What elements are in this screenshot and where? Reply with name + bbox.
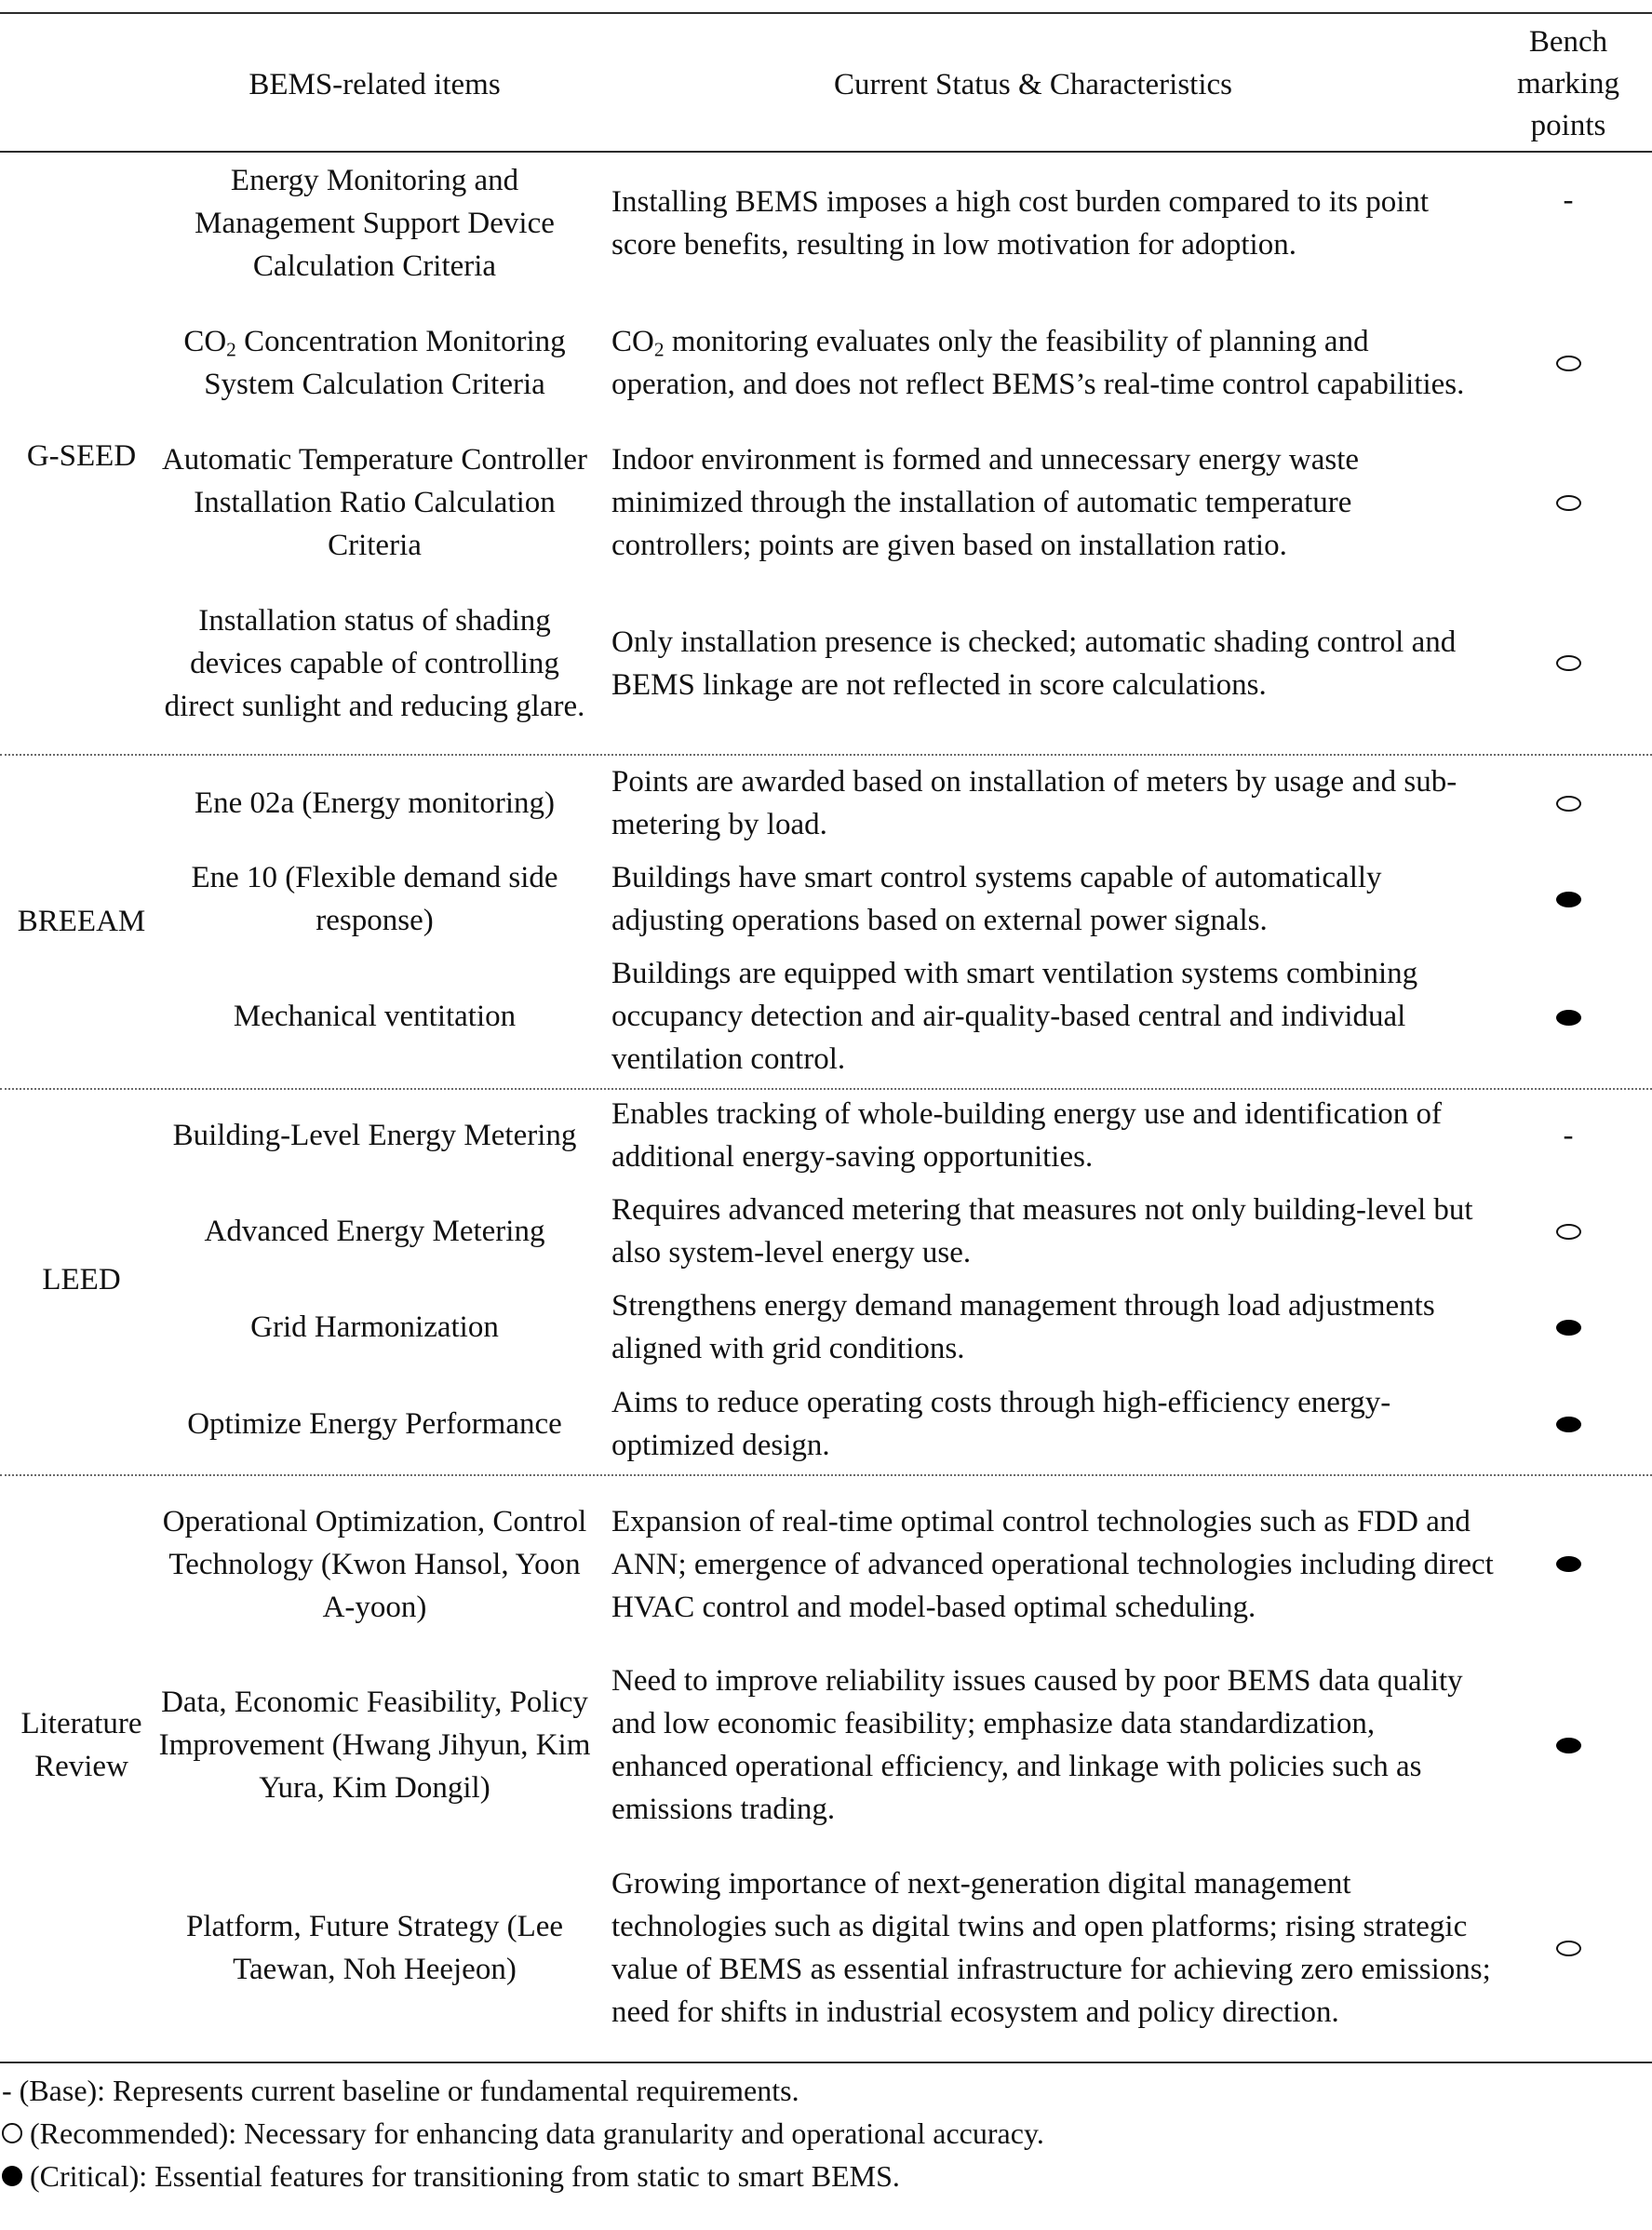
mark-critical-icon (1508, 1304, 1629, 1350)
filled-circle-icon (1556, 892, 1581, 907)
filled-circle-icon (1556, 1320, 1581, 1336)
mark-recommended-icon (1508, 1925, 1629, 1971)
table-row-status: Growing importance of next-generation digital management technologies such as digital twins and open platforms; rising strategic value of BEMS as essential infrastructure for achieving zero emissions; need for shifts in industrial ecosystem and policy direction. (611, 1866, 1491, 2029)
mark-base-icon: - (1563, 1118, 1574, 1152)
mark-recommended-icon (1508, 479, 1629, 526)
mark-recommended-icon (1508, 340, 1629, 386)
table-row-item: Ene 10 (Flexible demand side response) (191, 860, 558, 937)
table-row-item: $CO_2$ Concentration Monitoring System Calculation Criteria (183, 325, 566, 401)
legend-recommended: (Recommended): Necessary for enhancing data granularity and operational accuracy. (2, 2112, 1044, 2155)
mark-critical-icon (1508, 876, 1629, 922)
table-row-status: $CO_2$ monitoring evaluates only the feasibility of planning and operation, and does not reflect BEMS’s real-time control capabilities. (611, 325, 1465, 401)
mark-recommended-icon (1508, 780, 1629, 826)
table-row-item: Operational Optimization, Control Technology (Kwon Hansol, Yoon A-yoon) (162, 1504, 587, 1624)
mark-recommended-icon (1508, 639, 1629, 686)
mark-critical-icon (1508, 1722, 1629, 1768)
table-row-item: Platform, Future Strategy (Lee Taewan, Noh Heejeon) (185, 1909, 564, 1986)
mark-critical-icon (1508, 1401, 1629, 1447)
table-row-status: Only installation presence is checked; automatic shading control and BEMS linkage are not reflected in score calculations. (611, 625, 1457, 702)
table-row-status: Buildings are equipped with smart ventilation systems combining occupancy detection and air-quality-based central and individual ventilation control. (611, 957, 1418, 1076)
filled-circle-icon (2, 2166, 22, 2186)
table-row-status: Installing BEMS imposes a high cost burden compared to its point score benefits, resulting in low motivation for adoption. (611, 185, 1430, 262)
column-header-points: Bench marking points (1517, 25, 1619, 142)
filled-circle-icon (1556, 1010, 1581, 1026)
table-row-status: Enables tracking of whole-building energy use and identification of additional energy-saving opportunities. (611, 1096, 1442, 1174)
table-row-status: Strengthens energy demand management through load adjustments aligned with grid conditions. (611, 1288, 1435, 1365)
table-row-item: Advanced Energy Metering (204, 1214, 545, 1248)
mark-critical-icon (1508, 994, 1629, 1041)
group-separator (0, 1474, 1652, 1476)
table-row-item: Mechanical ventitation (233, 1000, 517, 1033)
table-row-item: Installation status of shading devices capable of controlling direct sunlight and reducing glare. (164, 603, 585, 723)
table-top-rule (0, 12, 1652, 14)
group-separator (0, 1088, 1652, 1090)
column-header-items: BEMS-related items (248, 67, 501, 101)
legend-base: - (Base): Represents current baseline or fundamental requirements. (2, 2069, 799, 2112)
open-circle-icon (1556, 796, 1581, 812)
table-row-item: Optimize Energy Performance (187, 1406, 562, 1441)
table-row-status: Need to improve reliability issues caused by poor BEMS data quality and low economic feasibility; emphasize data standardization, enhanced operational efficiency, and linkage with policies such as emissions trading. (611, 1663, 1463, 1826)
group-label-leed: LEED (42, 1263, 121, 1296)
table-row-item: Building-Level Energy Metering (172, 1118, 577, 1152)
mark-critical-icon (1508, 1540, 1629, 1587)
table-row-status: Buildings have smart control systems capable of automatically adjusting operations based on external power signals. (611, 860, 1382, 937)
open-circle-icon (1556, 1224, 1581, 1240)
legend-critical: (Critical): Essential features for transitioning from static to smart BEMS. (2, 2155, 900, 2197)
group-label-breeam: BREEAM (17, 905, 146, 938)
table-row-item: Grid Harmonization (250, 1310, 499, 1344)
table-row-status: Requires advanced metering that measures not only building-level but also system-level energy use. (611, 1192, 1473, 1269)
table-bottom-rule (0, 2062, 1652, 2063)
table-row-status: Aims to reduce operating costs through high-efficiency energy-optimized design. (611, 1385, 1391, 1462)
table-row-status: Points are awarded based on installation of meters by usage and sub-metering by load. (611, 764, 1457, 841)
open-circle-icon (1556, 1941, 1581, 1956)
open-circle-icon (1556, 356, 1581, 371)
table-row-item: Automatic Temperature Controller Installation Ratio Calculation Criteria (161, 443, 588, 562)
dash-icon: - (2, 2074, 12, 2107)
table-row-item: Ene 02a (Energy monitoring) (194, 786, 556, 820)
open-circle-icon (1556, 495, 1581, 511)
column-header-status: Current Status & Characteristics (834, 67, 1232, 101)
table-row-item: Energy Monitoring and Management Support Device Calculation Criteria (195, 164, 555, 283)
open-circle-icon (2, 2123, 22, 2143)
group-label-literature-review: Literature Review (20, 1707, 142, 1783)
table-row-item: Data, Economic Feasibility, Policy Improvement (Hwang Jihyun, Kim Yura, Kim Dongil) (158, 1685, 591, 1805)
table-row-status: Indoor environment is formed and unnecessary energy waste minimized through the installation of automatic temperature controllers; points are given based on installation ratio. (611, 443, 1360, 562)
table-row-status: Expansion of real-time optimal control technologies such as FDD and ANN; emergence of advanced operational technologies including direct HVAC control and model-based optimal scheduling. (611, 1504, 1494, 1624)
filled-circle-icon (1556, 1556, 1581, 1572)
group-separator (0, 754, 1652, 756)
filled-circle-icon (1556, 1417, 1581, 1432)
group-label-gseed: G-SEED (26, 439, 137, 473)
filled-circle-icon (1556, 1738, 1581, 1753)
mark-base-icon: - (1563, 182, 1574, 217)
open-circle-icon (1556, 655, 1581, 671)
mark-recommended-icon (1508, 1208, 1629, 1255)
